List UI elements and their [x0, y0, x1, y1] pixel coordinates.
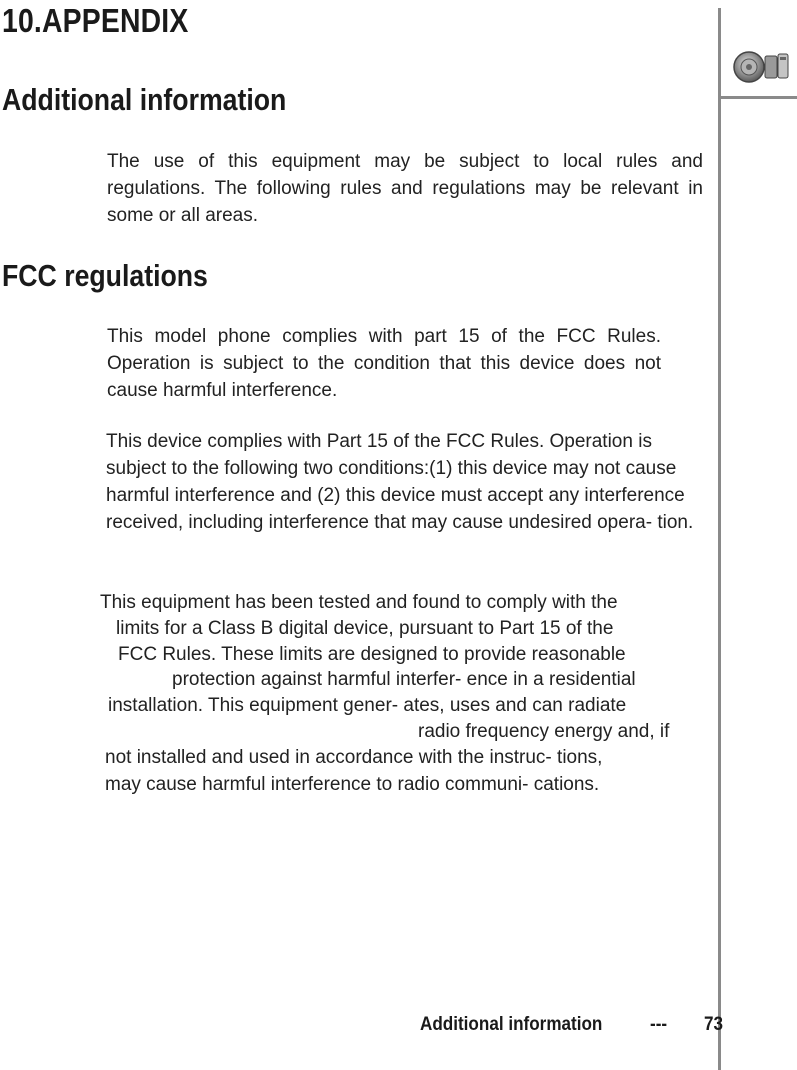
fcc-paragraph-3-line: FCC Rules. These limits are designed to provide reasonable — [118, 644, 626, 665]
fcc-paragraph-3-line: radio frequency energy and, if — [418, 721, 670, 742]
additional-info-paragraph: The use of this equipment may be subject to local rules and regulations. The following rules and regulations may be relevant in some or all areas. — [107, 151, 703, 226]
fcc-paragraph-3-line: protection against harmful interfer- ence in a residential — [172, 669, 636, 690]
fcc-paragraph-3-line: not installed and used in accordance with the instruc- tions, — [105, 747, 603, 768]
footer-section-label: Additional information — [420, 1014, 603, 1035]
chapter-title: 10.APPENDIX — [2, 2, 189, 39]
page-number: 73 — [704, 1014, 724, 1035]
fcc-paragraph-3-line: This equipment has been tested and found to comply with the — [100, 592, 618, 613]
fcc-paragraph-3-line: installation. This equipment gener- ates, uses and can radiate — [108, 695, 627, 716]
section-heading-additional-information: Additional information — [2, 82, 287, 117]
fcc-paragraph-3-line: limits for a Class B digital device, pursuant to Part 15 of the — [116, 618, 614, 639]
section-heading-fcc-regulations: FCC regulations — [2, 258, 208, 293]
settings-gear-icon — [732, 46, 792, 84]
fcc-paragraph-1: This model phone complies with part 15 of the FCC Rules. Operation is subject to the condition that this device does not cause harmful interference. — [107, 326, 661, 401]
footer-separator: --- — [650, 1014, 668, 1035]
fcc-paragraph-2: This device complies with Part 15 of the FCC Rules. Operation is subject to the following two conditions:(1) this device may not cause harmful interference and (2) this device must accept any interference received, including interference that may cause undesired opera- tion. — [106, 431, 694, 533]
page-divider-horizontal — [721, 96, 797, 99]
fcc-paragraph-3-line: may cause harmful interference to radio communi- cations. — [105, 774, 600, 795]
page-divider-vertical — [718, 8, 721, 1070]
